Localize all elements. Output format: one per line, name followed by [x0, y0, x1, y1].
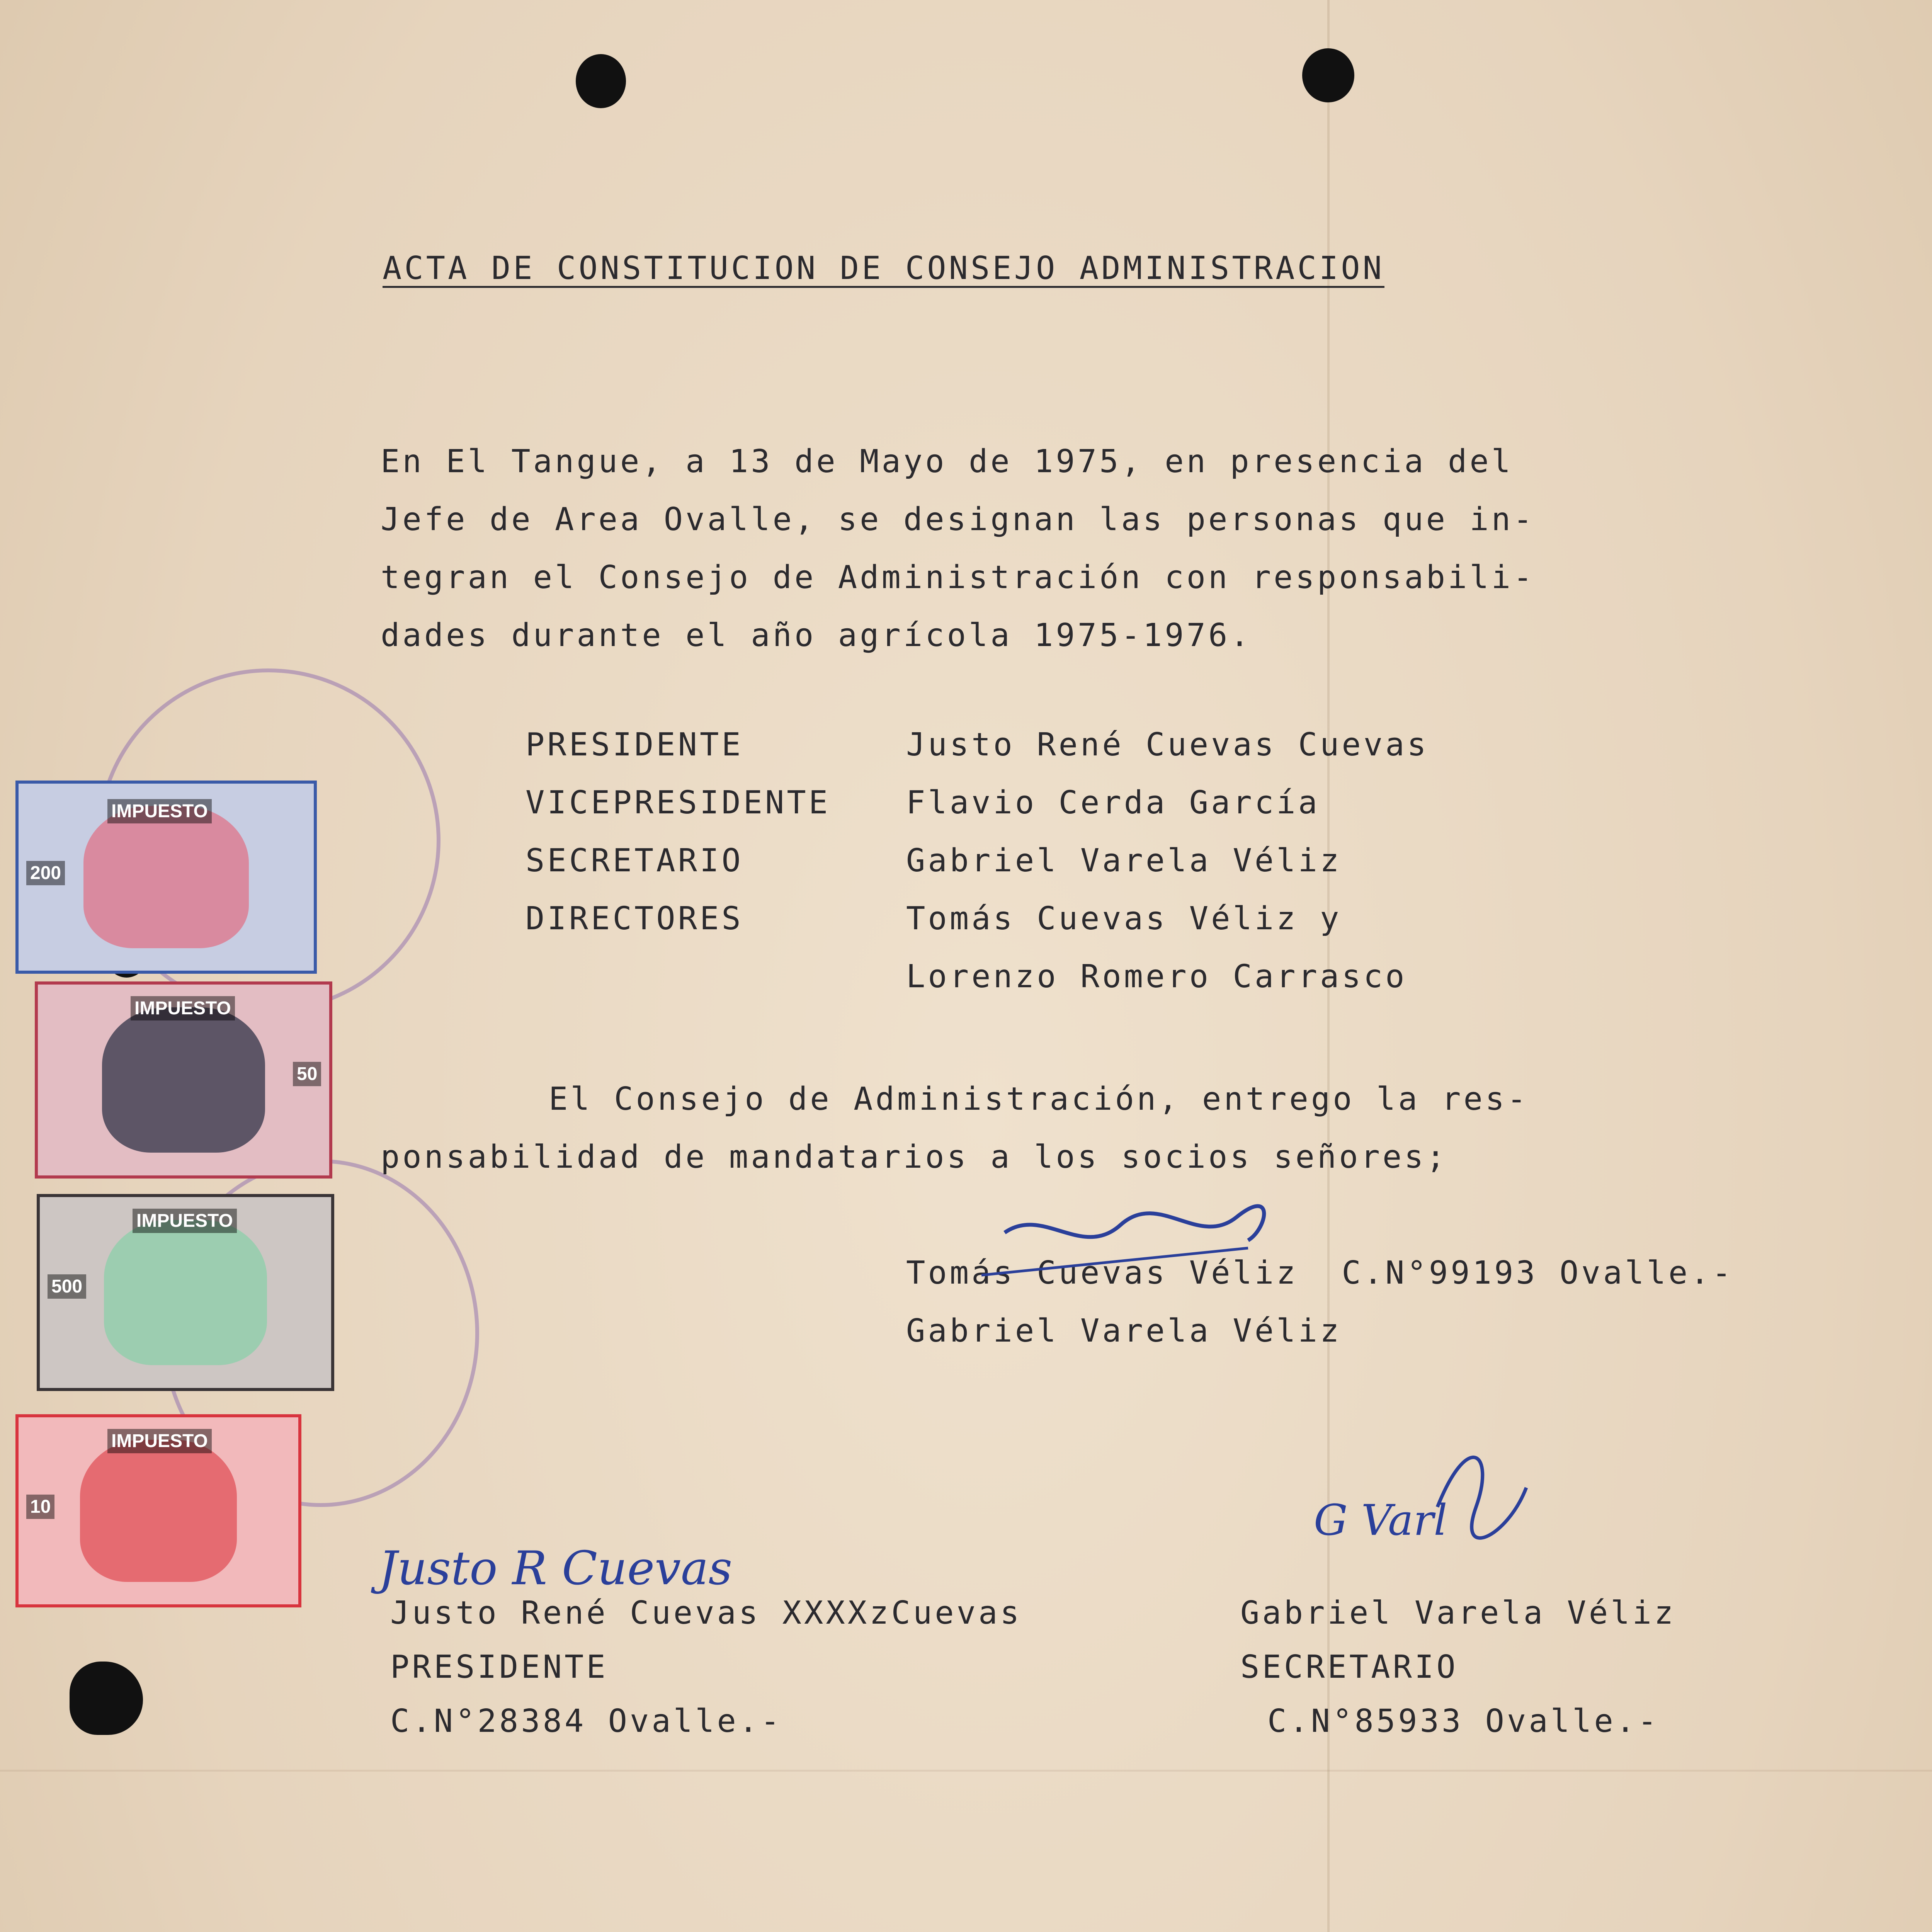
- board-name: Justo René Cuevas Cuevas: [906, 726, 1429, 763]
- board-name: Gabriel Varela Véliz: [906, 842, 1342, 879]
- intro-line: En El Tangue, a 13 de Mayo de 1975, en presencia del: [381, 443, 1514, 480]
- signatory-id: C.N°28384 Ovalle.-: [390, 1703, 782, 1740]
- signatory-id: C.N°85933 Ovalle.-: [1267, 1703, 1660, 1740]
- signatory-role: PRESIDENTE: [390, 1649, 608, 1685]
- signatory-role: SECRETARIO: [1240, 1649, 1458, 1685]
- board-role: DIRECTORES: [526, 900, 743, 937]
- mandate-line: ponsabilidad de mandatarios a los socios señores;: [381, 1139, 1448, 1175]
- handwritten-signature: G Varl: [1314, 1495, 1447, 1545]
- board-role: VICEPRESIDENTE: [526, 784, 831, 821]
- board-role: PRESIDENTE: [526, 726, 743, 763]
- board-name: Tomás Cuevas Véliz y: [906, 900, 1342, 937]
- intro-line: tegran el Consejo de Administración con responsabili-: [381, 559, 1535, 596]
- tax-stamp-label: IMPUESTO: [107, 1429, 212, 1453]
- mandatary-line: Gabriel Varela Véliz: [906, 1313, 1342, 1349]
- tax-stamp-label: IMPUESTO: [107, 799, 212, 823]
- tax-stamp-value: 10: [26, 1495, 54, 1519]
- board-name: Flavio Cerda García: [906, 784, 1320, 821]
- signatory-name: Justo René Cuevas XXXXzCuevas: [390, 1595, 1022, 1631]
- mandatary-line: Tomás Cuevas Véliz C.N°99193 Ovalle.-: [906, 1255, 1734, 1291]
- signatory-name: Gabriel Varela Véliz: [1240, 1595, 1676, 1631]
- board-role: SECRETARIO: [526, 842, 743, 879]
- mandate-line: El Consejo de Administración, entrego la res-: [549, 1081, 1529, 1117]
- tax-stamp-value: 50: [293, 1062, 321, 1086]
- tax-stamp-value: 200: [26, 861, 65, 885]
- tax-stamp-label: IMPUESTO: [131, 996, 235, 1020]
- handwritten-signature: Justo R Cuevas: [379, 1542, 733, 1595]
- tax-stamp-value: 500: [48, 1274, 86, 1299]
- intro-line: dades durante el año agrícola 1975-1976.: [381, 617, 1252, 654]
- document-title: ACTA DE CONSTITUCION DE CONSEJO ADMINISTRACION: [383, 250, 1384, 287]
- tax-stamp-label: IMPUESTO: [133, 1209, 237, 1233]
- board-name: Lorenzo Romero Carrasco: [906, 958, 1407, 995]
- intro-line: Jefe de Area Ovalle, se designan las personas que in-: [381, 501, 1535, 538]
